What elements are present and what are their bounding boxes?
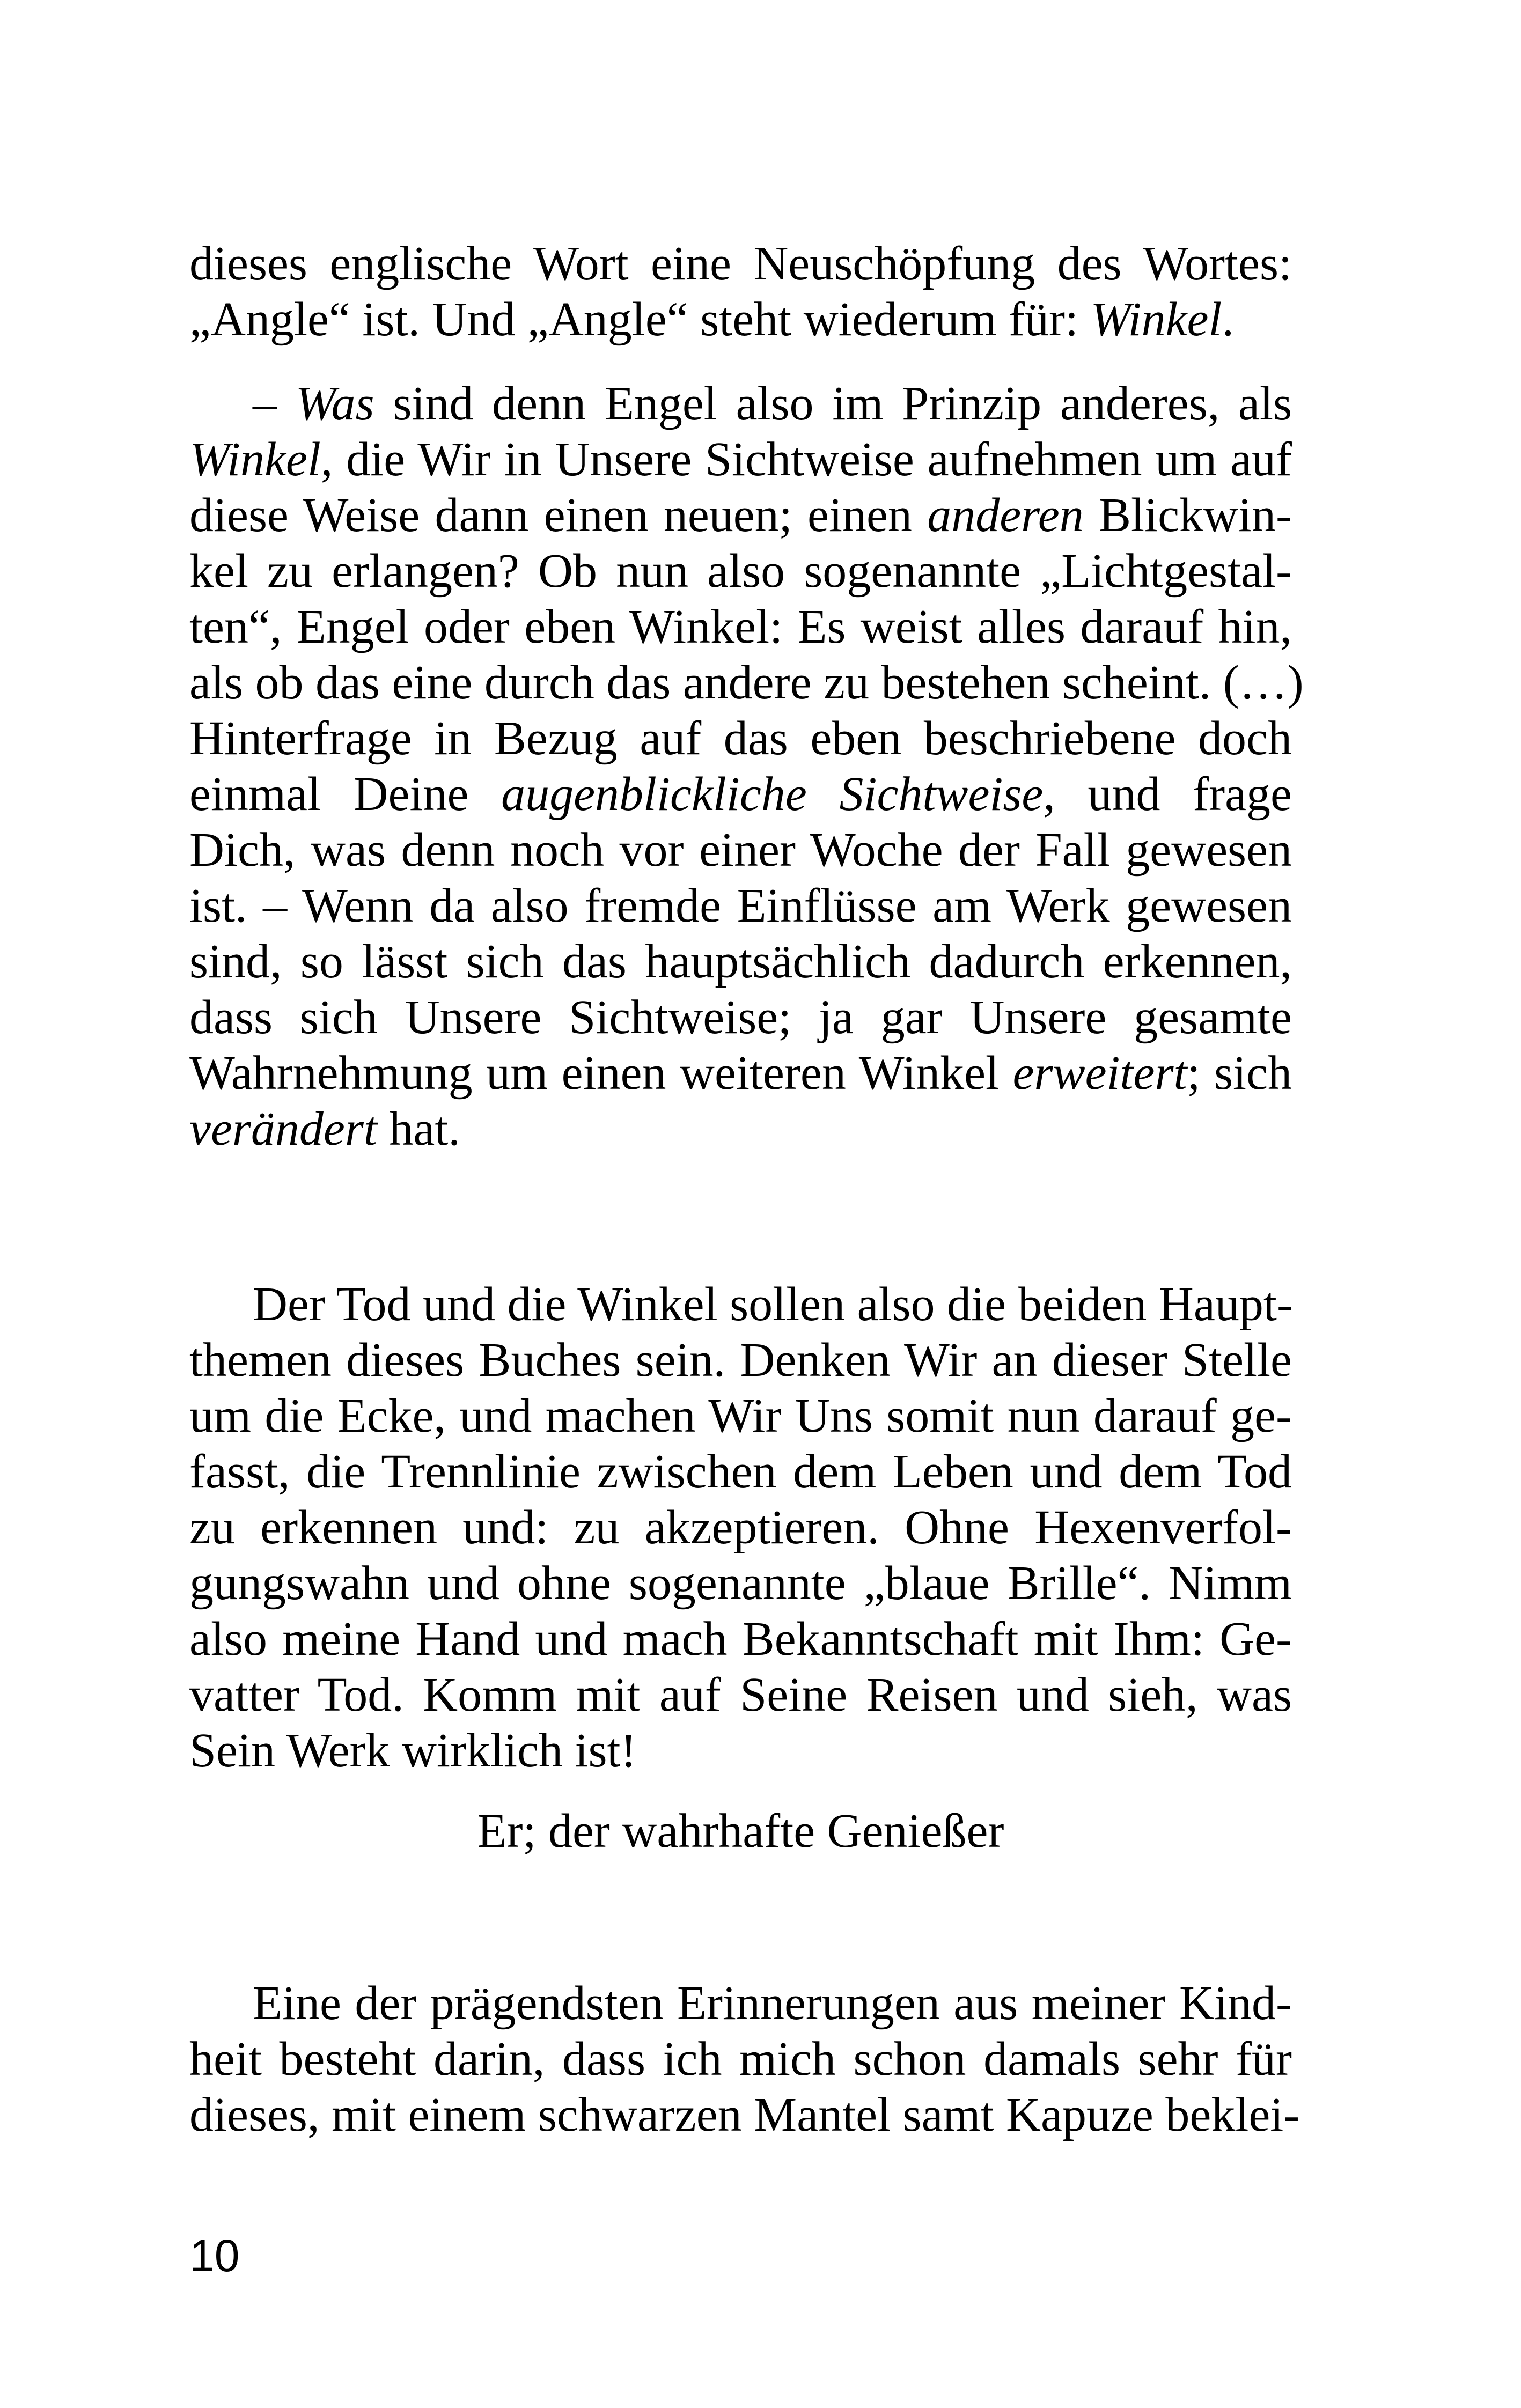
text-line: Hinterfrage in Bezug auf das eben beschriebene doch	[189, 712, 1292, 765]
text-line: als ob das eine durch das andere zu bestehen scheint. (…)	[189, 656, 1304, 709]
paragraph-themes	[189, 1277, 1292, 1779]
paragraph-angels	[189, 376, 1304, 1157]
text-line: Wahrnehmung um einen weiteren Winkel erweitert; sich	[189, 1047, 1292, 1100]
text-line: verändert hat.	[189, 1102, 460, 1155]
text-line: Der Tod und die Winkel sollen also die beiden Haupt-	[253, 1278, 1293, 1331]
text-line: themen dieses Buches sein. Denken Wir an dieser Stelle	[189, 1334, 1292, 1387]
text-line: zu erkennen und: zu akzeptieren. Ohne Hexenverfol-	[189, 1501, 1292, 1554]
section-heading: Er; der wahrhafte Genießer	[477, 1805, 1004, 1858]
text-line: heit besteht darin, dass ich mich schon damals sehr für	[189, 2033, 1292, 2086]
text-line: Sein Werk wirklich ist!	[189, 1724, 637, 1777]
text-line: diese Weise dann einen neuen; einen anderen Blickwin-	[189, 489, 1292, 542]
text-line: fasst, die Trennlinie zwischen dem Leben und dem Tod	[189, 1445, 1292, 1498]
paragraph-continuation	[189, 236, 1292, 348]
text-line: kel zu erlangen? Ob nun also sogenannte „Lichtgestal-	[189, 544, 1292, 598]
text-line: ist. – Wenn da also fremde Einflüsse am Werk gewesen	[189, 879, 1292, 932]
paragraph-childhood	[189, 1976, 1300, 2143]
text-line: dass sich Unsere Sichtweise; ja gar Unsere gesamte	[189, 991, 1292, 1044]
text-line: dieses englische Wort eine Neuschöpfung des Wortes:	[189, 237, 1292, 290]
text-line: einmal Deine augenblickliche Sichtweise, und frage	[189, 768, 1292, 821]
text-line: – Was sind denn Engel also im Prinzip anderes, als	[253, 377, 1292, 430]
text-line: also meine Hand und mach Bekanntschaft mit Ihm: Ge-	[189, 1612, 1292, 1666]
text-line: ten“, Engel oder eben Winkel: Es weist alles darauf hin,	[189, 600, 1292, 653]
text-line: dieses, mit einem schwarzen Mantel samt Kapuze beklei-	[189, 2088, 1300, 2141]
text-line: „Angle“ ist. Und „Angle“ steht wiederum für: Winkel.	[189, 293, 1234, 346]
text-line: Eine der prägendsten Erinnerungen aus meiner Kind-	[253, 1977, 1292, 2030]
text-line: um die Ecke, und machen Wir Uns somit nun darauf ge-	[189, 1389, 1292, 1442]
page-number: 10	[189, 2230, 240, 2281]
text-line: Winkel, die Wir in Unsere Sichtweise aufnehmen um auf	[189, 433, 1292, 486]
text-line: vatter Tod. Komm mit auf Seine Reisen und sieh, was	[189, 1668, 1292, 1721]
text-line: Dich, was denn noch vor einer Woche der Fall gewesen	[189, 823, 1292, 877]
text-line: gungswahn und ohne sogenannte „blaue Brille“. Nimm	[189, 1557, 1292, 1610]
text-line: sind, so lässt sich das hauptsächlich dadurch erkennen,	[189, 935, 1292, 988]
